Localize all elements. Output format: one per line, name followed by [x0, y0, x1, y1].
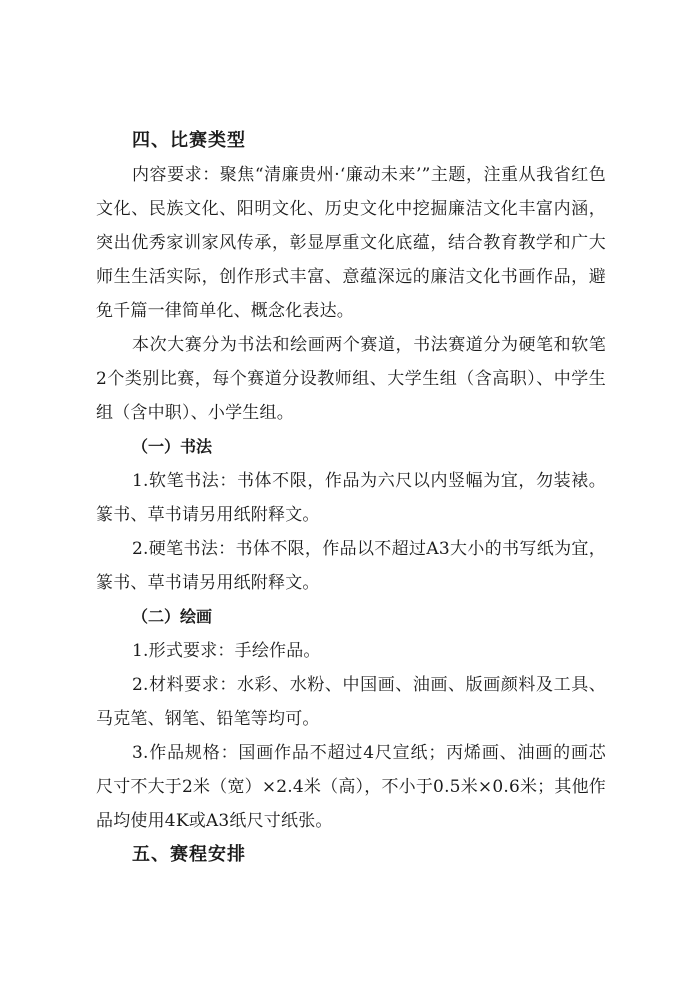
section-heading-competition-types: 四、比赛类型	[132, 130, 246, 151]
paragraph-material-requirement: 2.材料要求：水彩、水粉、中国画、油画、版画颜料及工具、马克笔、钢笔、铅笔等均可。	[96, 675, 606, 729]
paragraph-soft-brush: 1.软笔书法：书体不限，作品为六尺以内竖幅为宜，勿装裱。篆书、草书请另用纸附释文。	[96, 471, 606, 525]
paragraph-form-requirement: 1.形式要求：手绘作品。	[132, 641, 321, 661]
subheading-painting: （二）绘画	[132, 607, 213, 626]
subheading-calligraphy: （一）书法	[132, 437, 213, 456]
paragraph-content-requirement: 内容要求：聚焦“清廉贵州·‘廉动未来’”主题，注重从我省红色文化、民族文化、阳明文化、历史文化中挖掘廉洁文化丰富内涵，突出优秀家训家风传承，彰显厚重文化底蕴，结合教育教学和广大师生生活实际，创作形式丰富、意蕴深远的廉洁文化书画作品，避免千篇一律简单化、概念化表达。	[96, 165, 606, 321]
section-heading-schedule: 五、赛程安排	[132, 844, 246, 865]
paragraph-work-specification: 3.作品规格：国画作品不超过4尺宣纸；丙烯画、油画的画芯尺寸不大于2米（宽）×2.4米（高），不小于0.5米×0.6米；其他作品均使用4K或A3纸尺寸纸张。	[96, 743, 606, 831]
paragraph-tracks: 本次大赛分为书法和绘画两个赛道，书法赛道分为硬笔和软笔2个类别比赛，每个赛道分设教师组、大学生组（含高职）、中学生组（含中职）、小学生组。	[96, 335, 606, 423]
paragraph-hard-pen: 2.硬笔书法：书体不限，作品以不超过A3大小的书写纸为宜，篆书、草书请另用纸附释文。	[96, 539, 606, 593]
